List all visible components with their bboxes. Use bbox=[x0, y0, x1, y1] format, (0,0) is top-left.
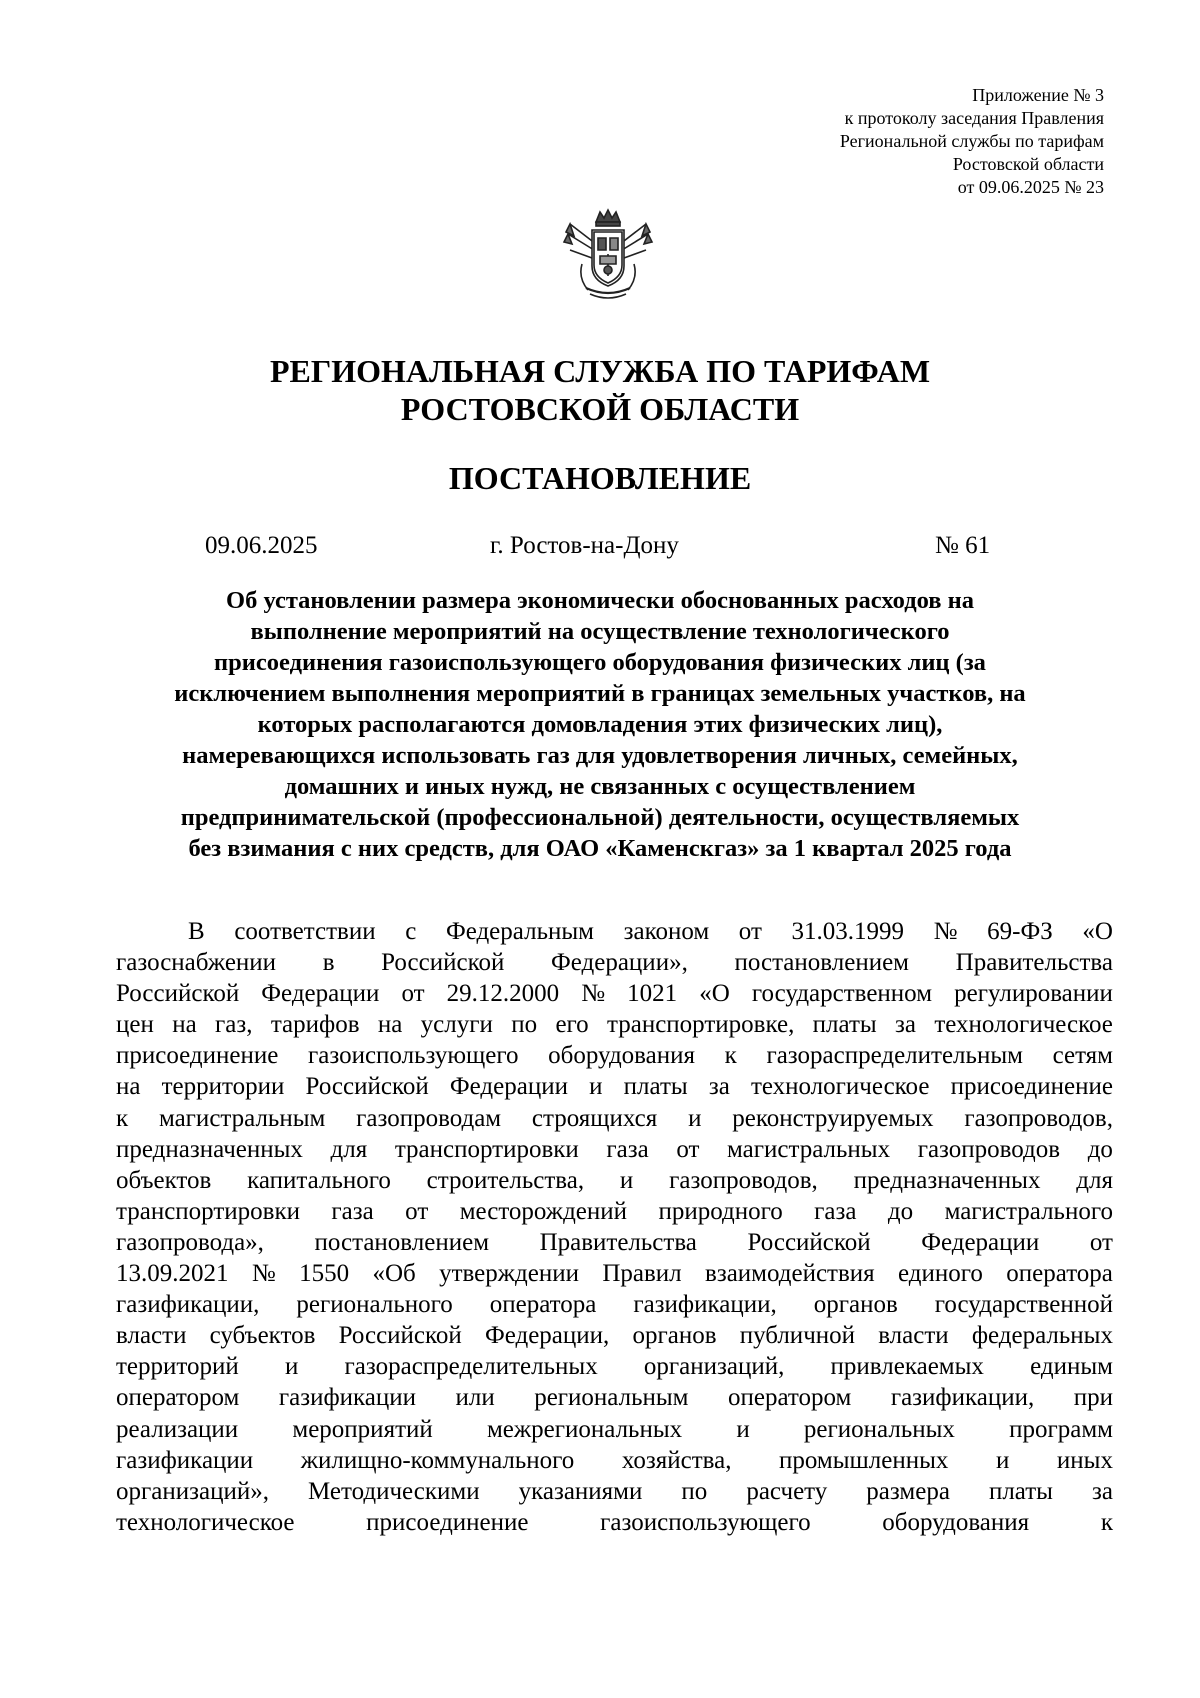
document-body bbox=[116, 916, 1113, 1538]
body-word: 1021 bbox=[627, 980, 678, 1008]
subject-line: намеревающихся использовать газ для удовлетворения личных, семейных, bbox=[182, 742, 1018, 769]
body-word: технологическое bbox=[934, 1011, 1113, 1039]
body-line bbox=[116, 1009, 1113, 1040]
body-word: транспортировки bbox=[116, 1197, 300, 1225]
subject-line: выполнение мероприятий на осуществление технологического bbox=[250, 618, 950, 645]
body-word: региональным bbox=[534, 1384, 689, 1412]
body-word: оператора bbox=[489, 1291, 597, 1319]
body-word: «Об bbox=[372, 1260, 416, 1288]
body-word: оператора bbox=[1006, 1260, 1113, 1288]
body-word: № bbox=[933, 918, 958, 945]
body-line bbox=[116, 1165, 1113, 1196]
body-word: и bbox=[688, 1104, 702, 1132]
body-word: Федеральным bbox=[445, 918, 594, 945]
body-word: цен bbox=[116, 1011, 154, 1039]
document-number: № 61 bbox=[935, 532, 991, 559]
body-word: Федерации», bbox=[551, 949, 688, 977]
body-word: государственном bbox=[751, 980, 933, 1008]
body-word: органов bbox=[632, 1322, 717, 1350]
body-word: платы bbox=[623, 1073, 688, 1101]
document-meta-row bbox=[0, 530, 1200, 562]
body-line bbox=[116, 1351, 1113, 1382]
body-line bbox=[116, 1289, 1113, 1320]
body-line bbox=[116, 1414, 1113, 1445]
body-word: Федерации bbox=[261, 980, 380, 1008]
body-word: до bbox=[1087, 1135, 1113, 1163]
body-word: утверждении bbox=[439, 1260, 579, 1288]
body-line bbox=[116, 1507, 1113, 1538]
body-word: и bbox=[736, 1415, 750, 1443]
body-word: или bbox=[455, 1384, 495, 1412]
body-word: газификации bbox=[278, 1384, 417, 1412]
body-word: газа bbox=[606, 1135, 649, 1163]
body-line bbox=[116, 1320, 1113, 1351]
body-word: газопроводов bbox=[917, 1135, 1061, 1163]
subject-line: исключением выполнения мероприятий в границах земельных участков, на bbox=[174, 680, 1026, 707]
body-word: № bbox=[581, 980, 606, 1008]
body-word: Методическими bbox=[307, 1477, 480, 1505]
body-word: присоединение bbox=[116, 1042, 279, 1070]
body-word: единого bbox=[898, 1260, 983, 1288]
body-word: и bbox=[995, 1446, 1010, 1474]
body-line bbox=[116, 1258, 1113, 1289]
body-word: капитального bbox=[247, 1166, 391, 1194]
agency-title-line: РОСТОВСКОЙ ОБЛАСТИ bbox=[400, 391, 800, 427]
body-word: технологическое bbox=[116, 1508, 295, 1536]
body-line bbox=[116, 1134, 1113, 1165]
subject-line: предпринимательской (профессиональной) деятельности, осуществляемых bbox=[180, 804, 1020, 831]
body-word: Федерации bbox=[449, 1073, 568, 1101]
body-word: 29.12.2000 bbox=[446, 980, 560, 1008]
body-word: № bbox=[251, 1260, 276, 1288]
body-word: Правил bbox=[602, 1260, 682, 1288]
body-word: его bbox=[555, 1011, 589, 1039]
document-date: 09.06.2025 bbox=[205, 532, 318, 559]
body-word: присоединение bbox=[950, 1073, 1113, 1101]
body-word: газификации, bbox=[633, 1291, 777, 1319]
body-word: 13.09.2021 bbox=[116, 1260, 229, 1288]
body-word: с bbox=[405, 918, 417, 945]
body-line bbox=[116, 1382, 1113, 1413]
body-word: и bbox=[284, 1353, 299, 1381]
body-word: Российской bbox=[305, 1073, 429, 1101]
body-line bbox=[116, 1071, 1113, 1102]
body-word: газопроводов, bbox=[669, 1166, 818, 1194]
body-word: оборудования bbox=[548, 1042, 696, 1070]
body-word: органов bbox=[813, 1291, 898, 1319]
body-word: субъектов bbox=[209, 1322, 316, 1350]
subject-line: которых располагаются домовладения этих физических лиц), bbox=[257, 711, 943, 738]
body-word: реконструируемых bbox=[732, 1104, 934, 1132]
body-word: технологическое bbox=[750, 1073, 930, 1101]
body-word: газификации, bbox=[116, 1291, 260, 1319]
body-word: транспортировке, bbox=[607, 1011, 795, 1039]
body-word: на bbox=[377, 1011, 403, 1039]
subject-line: Об установлении размера экономически обоснованных расходов на bbox=[226, 587, 974, 614]
coat-of-arms-icon bbox=[560, 204, 656, 304]
body-word: от bbox=[676, 1135, 700, 1163]
body-word: по bbox=[681, 1477, 708, 1505]
body-word: федеральных bbox=[971, 1322, 1113, 1350]
body-word: межрегиональных bbox=[486, 1415, 683, 1443]
body-word: транспортировки bbox=[394, 1135, 579, 1163]
body-word: программ bbox=[1009, 1415, 1113, 1443]
body-word: В bbox=[188, 918, 205, 945]
body-word: хозяйства, bbox=[621, 1446, 732, 1474]
body-word: газопровода», bbox=[116, 1228, 264, 1256]
body-word: сетям bbox=[1052, 1042, 1113, 1070]
body-word: власти bbox=[878, 1322, 949, 1350]
body-word: предназначенных bbox=[853, 1166, 1041, 1194]
body-word: оборудования bbox=[882, 1508, 1030, 1536]
body-word: соответствии bbox=[234, 918, 376, 945]
body-word: в bbox=[322, 949, 335, 977]
body-line bbox=[116, 1040, 1113, 1071]
body-word: газоснабжении bbox=[116, 949, 277, 977]
body-word: взаимодействия bbox=[705, 1260, 875, 1288]
document-type: ПОСТАНОВЛЕНИЕ bbox=[448, 460, 752, 496]
body-line bbox=[116, 1103, 1113, 1134]
body-word: газораспределительных bbox=[344, 1353, 598, 1381]
body-word: за bbox=[895, 1011, 917, 1039]
body-word: расчету bbox=[746, 1477, 828, 1505]
body-word: промышленных bbox=[779, 1446, 949, 1474]
body-word: территорий bbox=[116, 1353, 239, 1381]
appendix-note bbox=[684, 84, 1104, 199]
body-word: постановлением bbox=[314, 1228, 490, 1256]
body-word: газификации bbox=[116, 1446, 254, 1474]
body-word: 1550 bbox=[299, 1260, 350, 1288]
body-word: за bbox=[708, 1073, 730, 1101]
body-line bbox=[116, 1227, 1113, 1258]
body-word: до bbox=[887, 1197, 914, 1225]
body-word: к bbox=[724, 1042, 737, 1070]
body-word: присоединение bbox=[366, 1508, 529, 1536]
document-subject bbox=[100, 585, 1100, 864]
body-word: месторождений bbox=[459, 1197, 628, 1225]
body-word: по bbox=[511, 1011, 538, 1039]
body-word: магистральным bbox=[158, 1104, 326, 1132]
body-word: размера bbox=[866, 1477, 950, 1505]
body-word: газификации, bbox=[890, 1384, 1035, 1412]
document-city: г. Ростов-на-Дону bbox=[490, 532, 679, 559]
body-word: от bbox=[1089, 1228, 1113, 1256]
body-word: Правительства bbox=[539, 1228, 697, 1256]
body-word: Российской bbox=[381, 949, 505, 977]
body-word: за bbox=[1092, 1477, 1113, 1505]
body-word: газа bbox=[814, 1197, 857, 1225]
body-word: организаций», bbox=[116, 1477, 269, 1505]
body-word: и bbox=[589, 1073, 603, 1101]
subject-line: без взимания с них средств, для ОАО «Каменскгаз» за 1 квартал 2025 года bbox=[188, 835, 1012, 862]
body-word: региональных bbox=[803, 1415, 955, 1443]
body-word: жилищно-коммунального bbox=[300, 1446, 575, 1474]
body-word: на bbox=[172, 1011, 197, 1039]
body-word: оператором bbox=[116, 1384, 240, 1412]
body-word: платы bbox=[988, 1477, 1053, 1505]
body-word: к bbox=[1100, 1508, 1113, 1536]
body-word: единым bbox=[1030, 1353, 1113, 1381]
body-line bbox=[116, 1476, 1113, 1507]
body-word: от bbox=[405, 1197, 429, 1225]
body-word: оператором bbox=[727, 1384, 852, 1412]
body-word: от bbox=[738, 918, 762, 945]
body-word: Российской bbox=[338, 1322, 462, 1350]
body-word: Российской bbox=[116, 980, 240, 1008]
appendix-line: Региональной службы по тарифам bbox=[839, 131, 1104, 151]
body-word: газопроводам bbox=[356, 1104, 502, 1132]
body-line bbox=[116, 1445, 1113, 1476]
body-word: на bbox=[116, 1073, 141, 1101]
body-line bbox=[116, 978, 1113, 1009]
body-word: территории bbox=[161, 1073, 285, 1101]
body-word: привлекаемых bbox=[830, 1353, 984, 1381]
body-word: газоиспользующего bbox=[308, 1042, 519, 1070]
body-word: Российской bbox=[747, 1228, 871, 1256]
body-word: газа bbox=[331, 1197, 374, 1225]
body-word: для bbox=[1076, 1166, 1113, 1194]
body-word: и bbox=[619, 1166, 634, 1194]
body-word: услуги bbox=[420, 1011, 493, 1039]
body-word: магистрального bbox=[944, 1197, 1113, 1225]
body-word: Федерации bbox=[921, 1228, 1040, 1256]
body-line bbox=[116, 947, 1113, 978]
body-word: природного bbox=[658, 1197, 783, 1225]
agency-title-line: РЕГИОНАЛЬНАЯ СЛУЖБА ПО ТАРИФАМ bbox=[269, 353, 931, 389]
body-word: регионального bbox=[296, 1291, 453, 1319]
body-word: магистральных bbox=[727, 1135, 891, 1163]
body-word: газ, bbox=[215, 1011, 253, 1039]
body-word: газоиспользующего bbox=[600, 1508, 811, 1536]
body-word: Федерации, bbox=[484, 1322, 610, 1350]
body-word: тарифов bbox=[270, 1011, 360, 1039]
body-word: предназначенных bbox=[116, 1135, 303, 1163]
body-word: для bbox=[330, 1135, 368, 1163]
body-word: публичной bbox=[739, 1322, 856, 1350]
body-word: законом bbox=[623, 918, 710, 945]
body-word: строительства, bbox=[426, 1166, 585, 1194]
body-word: Правительства bbox=[955, 949, 1113, 977]
body-word: указаниями bbox=[518, 1477, 643, 1505]
body-word: «О bbox=[699, 980, 730, 1008]
body-word: при bbox=[1073, 1384, 1113, 1412]
appendix-line: к протоколу заседания Правления bbox=[844, 108, 1104, 128]
appendix-line: Приложение № 3 bbox=[972, 85, 1104, 105]
body-word: 69-ФЗ bbox=[987, 918, 1053, 945]
body-word: организаций, bbox=[643, 1353, 785, 1381]
subject-line: домашних и иных нужд, не связанных с осуществлением bbox=[284, 773, 916, 800]
body-word: реализации bbox=[116, 1415, 239, 1443]
body-word: от bbox=[401, 980, 425, 1008]
body-line bbox=[116, 1196, 1113, 1227]
appendix-line: Ростовской области bbox=[952, 154, 1104, 174]
body-word: «О bbox=[1082, 918, 1113, 945]
body-word: к bbox=[116, 1104, 129, 1132]
body-word: государственной bbox=[934, 1291, 1113, 1319]
body-word: регулировании bbox=[954, 980, 1113, 1008]
body-word: объектов bbox=[116, 1166, 212, 1194]
body-word: мероприятий bbox=[292, 1415, 433, 1443]
body-word: платы bbox=[812, 1011, 877, 1039]
body-word: 31.03.1999 bbox=[791, 918, 905, 945]
body-word: постановлением bbox=[734, 949, 909, 977]
body-word: газораспределительным bbox=[766, 1042, 1023, 1070]
body-word: строящихся bbox=[531, 1104, 658, 1132]
body-word: иных bbox=[1056, 1446, 1113, 1474]
appendix-line: от 09.06.2025 № 23 bbox=[957, 177, 1104, 197]
agency-title bbox=[0, 352, 1200, 428]
subject-line: присоединения газоиспользующего оборудования физических лиц (за bbox=[214, 649, 986, 676]
body-word: власти bbox=[116, 1322, 187, 1350]
body-word: газопроводов, bbox=[964, 1104, 1113, 1132]
body-line bbox=[116, 916, 1113, 947]
